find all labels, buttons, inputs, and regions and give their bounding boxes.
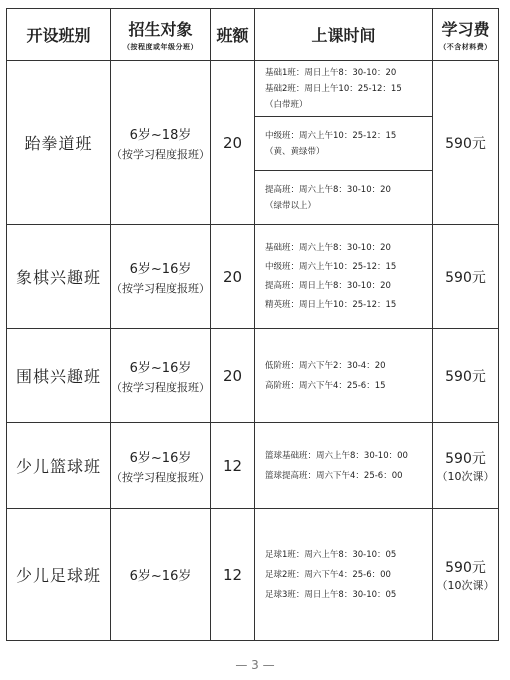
time-slots (255, 61, 433, 117)
age-range: 6岁~18岁 （按学习程度报班） (111, 61, 211, 225)
time-slots (255, 423, 433, 509)
age-note: （按学习程度报班） (111, 281, 210, 295)
class-quota: 20 (211, 225, 255, 329)
age-range: 6岁~16岁 （按学习程度报班） (111, 329, 211, 423)
class-name: 少儿篮球班 (7, 423, 111, 509)
table-row (7, 329, 499, 423)
table-row (7, 225, 499, 329)
table-row (7, 423, 499, 509)
age-range: 6岁~16岁 （按学习程度报班） (111, 423, 211, 509)
time-slot: （绿带以上） (265, 200, 317, 211)
class-name: 围棋兴趣班 (7, 329, 111, 423)
schedule-table (6, 8, 499, 641)
header-time: 上课时间 (255, 9, 433, 61)
time-slot: 提高班：周日上午8：30-10：20 (265, 280, 391, 291)
time-slot: 基础1班：周日上午8：30-10：20 (265, 67, 397, 78)
header-row (7, 9, 499, 61)
fee-note: （10次课） (436, 469, 495, 483)
fee: 590元 (433, 225, 499, 329)
time-slot: 高阶班：周六下午4：25-6：15 (265, 380, 386, 391)
fee: 590元 (433, 61, 499, 225)
time-slot: 篮球提高班：周六下午4：25-6：00 (265, 470, 403, 481)
time-slot: 提高班：周六上午8：30-10：20 (265, 184, 391, 195)
class-name: 跆拳道班 (7, 61, 111, 225)
page-number: — 3 — (235, 658, 275, 672)
table-row (7, 509, 499, 641)
header-quota: 班额 (211, 9, 255, 61)
age-range: 6岁~16岁 (111, 509, 211, 641)
time-slot: 低阶班：周六下午2：30-4：20 (265, 360, 386, 371)
header-target-note: （按程度或年级分班） (123, 43, 198, 51)
time-slot: 足球3班：周日上午8：30-10：05 (265, 589, 397, 600)
time-slots (255, 329, 433, 423)
time-slots (255, 225, 433, 329)
fee: 590元 (433, 329, 499, 423)
time-slot: 基础2班：周日上午10：25-12：15 (265, 83, 402, 94)
time-slot: 基础班：周六上午8：30-10：20 (265, 242, 391, 253)
class-quota: 20 (211, 61, 255, 225)
class-quota: 12 (211, 423, 255, 509)
age-note: （按学习程度报班） (111, 380, 210, 394)
time-slot: （黄、黄绿带） (265, 146, 325, 157)
header-target: 招生对象 （按程度或年级分班） (111, 9, 211, 61)
class-name: 象棋兴趣班 (7, 225, 111, 329)
time-slot: 足球2班：周六下午4：25-6：00 (265, 569, 391, 580)
time-slot: （白带班） (265, 99, 308, 110)
class-quota: 20 (211, 329, 255, 423)
fee: 590元 （10次课） (433, 423, 499, 509)
class-name: 少儿足球班 (7, 509, 111, 641)
time-slots (255, 117, 433, 171)
time-slot: 中级班：周六上午10：25-12：15 (265, 261, 397, 272)
header-fee: 学习费 （不含材料费） (433, 9, 499, 61)
class-quota: 12 (211, 509, 255, 641)
table-row (7, 61, 499, 117)
time-slots (255, 509, 433, 641)
fee-note: （10次课） (436, 578, 495, 592)
fee: 590元 （10次课） (433, 509, 499, 641)
time-slot: 精英班：周日上午10：25-12：15 (265, 299, 397, 310)
age-range: 6岁~16岁 （按学习程度报班） (111, 225, 211, 329)
time-slots (255, 171, 433, 225)
age-note: （按学习程度报班） (111, 470, 210, 484)
header-fee-note: （不含材料费） (439, 43, 492, 51)
time-slot: 足球1班：周六上午8：30-10：05 (265, 549, 397, 560)
age-note: （按学习程度报班） (111, 147, 210, 161)
time-slot: 中级班：周六上午10：25-12：15 (265, 130, 397, 141)
header-category: 开设班别 (7, 9, 111, 61)
time-slot: 篮球基础班：周六上午8：30-10：00 (265, 450, 408, 461)
